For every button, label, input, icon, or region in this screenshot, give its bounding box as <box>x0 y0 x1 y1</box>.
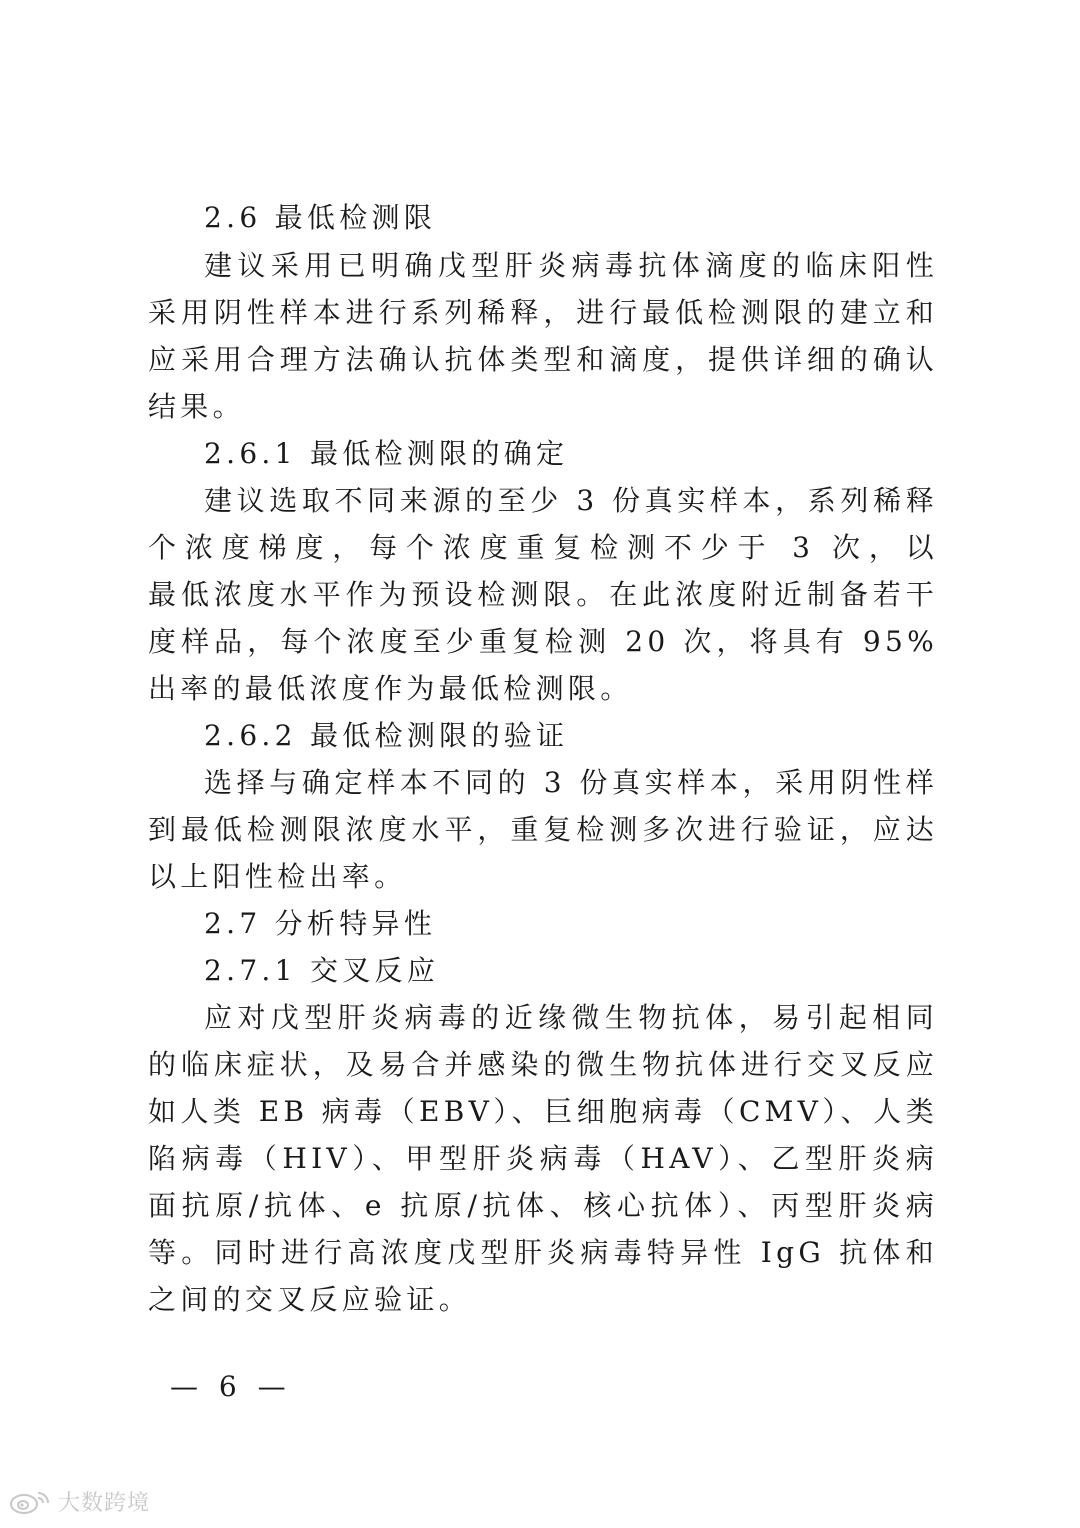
section-heading-2-6: 2.6 最低检测限 <box>204 201 437 234</box>
section-heading-2-6-1: 2.6.1 最低检测限的确定 <box>204 437 569 470</box>
paragraph-line: 出率的最低浓度作为最低检测限。 <box>148 672 633 705</box>
section-heading-2-7: 2.7 分析特异性 <box>204 907 437 940</box>
paragraph-line: 面抗原/抗体、e 抗原/抗体、核心抗体）、丙型肝炎病 <box>148 1189 938 1222</box>
paragraph-line: 以上阳性检出率。 <box>148 860 407 893</box>
paragraph-line: 到最低检测限浓度水平，重复检测多次进行验证，应达 <box>148 813 938 846</box>
page-number: — 6 — <box>170 1370 292 1403</box>
paragraph-line: 的临床症状，及易合并感染的微生物抗体进行交叉反应 <box>148 1048 938 1081</box>
paragraph-line: 个浓度梯度，每个浓度重复检测不少于 3 次，以 <box>148 531 938 564</box>
paragraph-line: 陷病毒（HIV）、甲型肝炎病毒（HAV）、乙型肝炎病 <box>148 1142 938 1175</box>
paragraph-line: 应对戊型肝炎病毒的近缘微生物抗体，易引起相同 <box>204 1001 938 1034</box>
paragraph-line: 如人类 EB 病毒（EBV）、巨细胞病毒（CMV）、人类 <box>148 1095 938 1128</box>
paragraph-line: 之间的交叉反应验证。 <box>148 1283 472 1316</box>
paragraph-line: 选择与确定样本不同的 3 份真实样本，采用阴性样 <box>204 766 938 799</box>
paragraph-line: 应采用合理方法确认抗体类型和滴度，提供详细的确认 <box>148 343 938 376</box>
paragraph-line: 最低浓度水平作为预设检测限。在此浓度附近制备若干 <box>148 578 938 611</box>
watermark <box>8 1484 150 1518</box>
section-heading-2-7-1: 2.7.1 交叉反应 <box>204 954 440 987</box>
paragraph-line: 建议采用已明确戊型肝炎病毒抗体滴度的临床阳性 <box>204 249 938 282</box>
paragraph-line: 采用阴性样本进行系列稀释，进行最低检测限的建立和 <box>148 296 938 329</box>
watermark-text: 大数跨境 <box>58 1490 151 1516</box>
section-heading-2-6-2: 2.6.2 最低检测限的验证 <box>204 719 569 752</box>
weibo-logo-icon <box>8 1487 52 1515</box>
paragraph-line: 度样品，每个浓度至少重复检测 20 次，将具有 95% <box>148 625 938 658</box>
paragraph-line: 建议选取不同来源的至少 3 份真实样本，系列稀释 <box>204 484 938 517</box>
paragraph-line: 结果。 <box>148 390 245 423</box>
paragraph-line: 等。同时进行高浓度戊型肝炎病毒特异性 IgG 抗体和 <box>148 1236 938 1269</box>
